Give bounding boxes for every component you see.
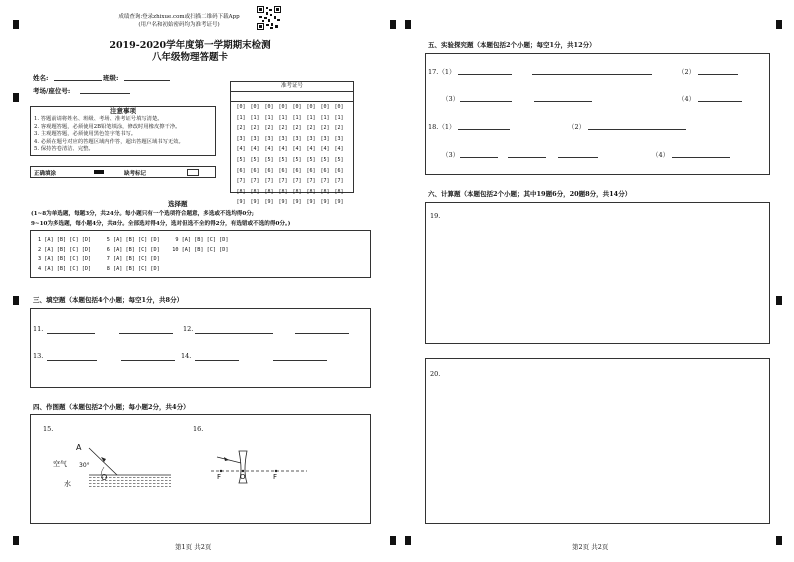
q17-blank4[interactable] [698, 101, 742, 102]
notes-box [30, 106, 216, 156]
q18-blank1[interactable] [458, 129, 510, 130]
correct-fill-label: 正确填涂 [34, 171, 57, 177]
exam-id-digit-bubble[interactable]: [6] [306, 167, 316, 174]
page-title [100, 40, 280, 64]
fill-in-box [30, 308, 371, 388]
drawing-box[interactable] [30, 414, 371, 524]
q11-blank1[interactable] [47, 333, 95, 334]
name-field[interactable] [54, 80, 102, 81]
q20-label: 20. [430, 370, 441, 378]
exam-id-digit-bubble[interactable]: [7] [334, 178, 344, 185]
exam-id-digit-bubble[interactable]: [3] [250, 135, 260, 142]
exam-id-digit-bubble[interactable]: [8] [306, 188, 316, 195]
registration-mark [776, 20, 782, 29]
exam-id-digit-bubble[interactable]: [2] [320, 125, 330, 132]
exam-id-digit-bubble[interactable]: [6] [334, 167, 344, 174]
exam-id-digit-bubble[interactable]: [9] [292, 199, 302, 206]
absent-checkbox[interactable] [187, 169, 199, 176]
exam-id-digit-bubble[interactable]: [2] [334, 125, 344, 132]
exam-id-digit-bubble[interactable]: [9] [278, 199, 288, 206]
exam-id-digit-bubble[interactable]: [9] [334, 199, 344, 206]
exam-id-digit-bubble[interactable]: [7] [250, 178, 260, 185]
q17-blank2[interactable] [698, 74, 738, 75]
exam-id-column[interactable] [262, 102, 276, 208]
registration-mark [13, 536, 19, 545]
room-field[interactable] [80, 93, 130, 94]
exam-id-digit-bubble[interactable]: [8] [292, 188, 302, 195]
q17-blank3a[interactable] [460, 101, 512, 102]
q17-blank3b[interactable] [534, 101, 592, 102]
q11-label: 11. [33, 325, 44, 333]
label-O: O [101, 473, 108, 482]
exam-id-digit-bubble[interactable]: [1] [236, 114, 246, 121]
registration-mark [13, 20, 19, 29]
exam-id-digit-bubble[interactable]: [8] [264, 188, 274, 195]
exam-id-digit-bubble[interactable]: [5] [320, 156, 330, 163]
choice-instr1: (1~8为单选题，每题3分，共24分。每小题只有一个选项符合题意，多选或不选均得0分; [31, 211, 254, 217]
choice-box [30, 230, 371, 278]
experiment-box [425, 53, 770, 175]
exam-id-digit-bubble[interactable]: [0] [292, 104, 302, 110]
exam-id-digit-bubble[interactable]: [1] [292, 114, 302, 121]
exam-id-digit-bubble[interactable]: [1] [320, 114, 330, 121]
q17-4-label: （4） [678, 95, 696, 103]
q19-label: 19. [430, 212, 441, 220]
score-notice [114, 12, 244, 28]
exam-id-digit-bubble[interactable]: [0] [320, 104, 330, 110]
q18-2-label: （2） [568, 123, 586, 131]
drawing-title: 四、作图题（本题包括2个小题；每小题2分，共4分） [33, 403, 190, 411]
exam-id-digit-bubble[interactable]: [6] [292, 167, 302, 174]
q18-3-label: （3） [442, 151, 460, 159]
experiment-title: 五、实验探究题（本题包括2个小题；每空1分，共12分） [428, 41, 596, 49]
exam-id-digit-bubble[interactable]: [8] [334, 188, 344, 195]
exam-id-digit-bubble[interactable]: [4] [292, 146, 302, 153]
exam-id-box [230, 81, 354, 206]
q12-label: 12. [183, 325, 194, 333]
exam-id-digit-bubble[interactable]: [8] [278, 188, 288, 195]
exam-id-digit-bubble[interactable]: [7] [278, 178, 288, 185]
exam-id-digit-bubble[interactable]: [7] [306, 178, 316, 185]
exam-id-digit-bubble[interactable]: [7] [236, 178, 246, 185]
exam-id-column[interactable] [304, 102, 318, 208]
exam-id-digit-bubble[interactable]: [2] [306, 125, 316, 132]
q16-label: 16. [193, 425, 204, 433]
exam-id-digit-bubble[interactable]: [9] [320, 199, 330, 206]
exam-id-column[interactable] [234, 102, 248, 208]
exam-id-digit-bubble[interactable]: [0] [278, 104, 288, 110]
label-angle: 30° [79, 462, 90, 469]
registration-mark [13, 296, 19, 305]
exam-id-digit-bubble[interactable]: [3] [278, 135, 288, 142]
exam-id-digit-bubble[interactable]: [5] [334, 156, 344, 163]
choice-title: 选择题 [168, 200, 188, 208]
exam-id-digit-bubble[interactable]: [0] [236, 104, 246, 110]
q17-label: 17.（1） [428, 68, 456, 76]
exam-id-digit-bubble[interactable]: [7] [292, 178, 302, 185]
exam-id-digit-bubble[interactable]: [3] [292, 135, 302, 142]
q13-blank2[interactable] [121, 360, 175, 361]
exam-id-digit-bubble[interactable]: [6] [264, 167, 274, 174]
registration-mark [405, 536, 411, 545]
q14-label: 14. [181, 352, 192, 360]
name-label: 姓名: [33, 74, 49, 82]
notes-item: 1. 答题前请将姓名、班级、考场、准考证号填写清楚。 [34, 116, 163, 122]
score-notice-line2: (用户名和初始密码均为准考证号) [138, 22, 220, 28]
exam-id-digit-bubble[interactable]: [1] [264, 114, 274, 121]
registration-mark [776, 296, 782, 305]
q12-blank1[interactable] [195, 333, 273, 334]
qr-code-icon [257, 6, 281, 30]
q18-blank3b[interactable] [508, 157, 546, 158]
registration-mark [776, 536, 782, 545]
registration-mark [405, 20, 411, 29]
q15-label: 15. [43, 425, 54, 433]
class-label: 班级: [103, 74, 119, 82]
q14-blank2[interactable] [273, 360, 327, 361]
registration-mark [13, 93, 19, 102]
exam-id-digit-bubble[interactable]: [3] [264, 135, 274, 142]
label-F1: F [217, 473, 222, 481]
exam-id-digit-bubble[interactable]: [6] [278, 167, 288, 174]
exam-id-digit-bubble[interactable]: [1] [278, 114, 288, 121]
exam-id-digit-bubble[interactable]: [4] [250, 146, 260, 153]
q17-blank1a[interactable] [458, 74, 512, 75]
calc-title: 六、计算题（本题包括2个小题；其中19题6分，20题8分，共14分） [428, 190, 632, 198]
q20-answer-box[interactable] [425, 358, 770, 524]
exam-id-digit-bubble[interactable]: [5] [264, 156, 274, 163]
exam-id-digit-bubble[interactable]: [6] [320, 167, 330, 174]
notes-item: 5. 保持答卷清洁、完整。 [34, 146, 94, 153]
absent-label: 缺考标记 [124, 171, 147, 177]
exam-id-digit-bubble[interactable]: [4] [278, 146, 288, 153]
exam-id-digit-bubble[interactable]: [7] [264, 178, 274, 185]
exam-id-digit-bubble[interactable]: [3] [320, 135, 330, 142]
page1-footer: 第1页 共2页 [175, 543, 212, 551]
q19-answer-box[interactable] [425, 202, 770, 344]
notes-item: 4. 必须在题号对应的答题区域内作答，超出答题区域书写无效。 [34, 138, 184, 145]
exam-id-digit-bubble[interactable]: [1] [334, 114, 344, 121]
exam-id-digit-bubble[interactable]: [5] [278, 156, 288, 163]
exam-id-digit-bubble[interactable]: [4] [264, 146, 274, 153]
q12-blank2[interactable] [295, 333, 349, 334]
label-water: 水 [64, 480, 71, 488]
exam-id-digit-bubble[interactable]: [0] [264, 104, 274, 110]
exam-id-write-row[interactable] [231, 92, 353, 102]
exam-id-grid[interactable] [231, 102, 353, 208]
exam-id-digit-bubble[interactable]: [3] [306, 135, 316, 142]
notes-list [31, 116, 215, 154]
notes-title: 注意事项 [110, 107, 136, 115]
exam-id-digit-bubble[interactable]: [8] [236, 188, 246, 195]
exam-id-title: 准考证号 [231, 82, 353, 92]
q11-blank2[interactable] [119, 333, 173, 334]
q18-blank3c[interactable] [558, 157, 598, 158]
exam-id-digit-bubble[interactable]: [4] [334, 146, 344, 153]
q18-blank2[interactable] [588, 129, 686, 130]
correct-fill-sample [94, 170, 104, 174]
label-O2: O [240, 473, 246, 481]
exam-id-digit-bubble[interactable]: [6] [250, 167, 260, 174]
exam-id-digit-bubble[interactable]: [2] [250, 125, 260, 132]
exam-id-digit-bubble[interactable]: [4] [320, 146, 330, 153]
q18-label: 18.（1） [428, 123, 456, 131]
q14-blank1[interactable] [195, 360, 239, 361]
fill-legend-box [30, 166, 216, 178]
exam-id-digit-bubble[interactable]: [9] [264, 199, 274, 206]
exam-id-digit-bubble[interactable]: [2] [236, 125, 246, 132]
exam-id-column[interactable] [276, 102, 290, 208]
page-title-line1: 2019-2020学年度第一学期期末检测 [109, 40, 271, 51]
notes-item: 3. 主观题答题，必须使用黑色签字笔书写。 [34, 131, 137, 138]
exam-id-digit-bubble[interactable]: [2] [278, 125, 288, 132]
q17-2-label: （2） [678, 68, 696, 76]
q13-blank1[interactable] [47, 360, 97, 361]
q13-label: 13. [33, 352, 44, 360]
q18-blank4[interactable] [672, 157, 730, 158]
lens-figure [209, 437, 309, 487]
fill-in-title: 三、填空题（本题包括4个小题；每空1分，共8分） [33, 296, 184, 304]
q18-blank3a[interactable] [460, 157, 498, 158]
label-F2: F [273, 473, 278, 481]
exam-id-digit-bubble[interactable]: [9] [250, 199, 260, 206]
exam-id-digit-bubble[interactable]: [8] [320, 188, 330, 195]
label-air: 空气 [53, 460, 67, 468]
class-field[interactable] [124, 80, 170, 81]
exam-id-digit-bubble[interactable]: [5] [306, 156, 316, 163]
choice-row[interactable]: 3 [A] [B] [C] [D] 7 [A] [B] [C] [D] [38, 256, 160, 262]
q18-4-label: （4） [652, 151, 670, 159]
exam-id-digit-bubble[interactable]: [8] [250, 188, 260, 195]
exam-id-digit-bubble[interactable]: [9] [306, 199, 316, 206]
notes-item: 2. 客观题答题，必须使用2B铅笔填涂，修改时用橡皮擦干净。 [34, 123, 181, 130]
exam-id-digit-bubble[interactable]: [0] [250, 104, 260, 110]
registration-mark [390, 536, 396, 545]
exam-id-digit-bubble[interactable]: [4] [306, 146, 316, 153]
exam-id-column[interactable] [290, 102, 304, 208]
exam-id-digit-bubble[interactable]: [2] [292, 125, 302, 132]
exam-id-digit-bubble[interactable]: [2] [264, 125, 274, 132]
choice-rows[interactable] [31, 231, 370, 274]
exam-id-digit-bubble[interactable]: [1] [250, 114, 260, 121]
exam-id-digit-bubble[interactable]: [3] [236, 135, 246, 142]
exam-id-digit-bubble[interactable]: [4] [236, 146, 246, 153]
label-A: A [76, 443, 82, 452]
choice-row[interactable]: 2 [A] [B] [C] [D] 6 [A] [B] [C] [D] 10 [A] [B] [C] [D] [38, 246, 229, 253]
exam-id-digit-bubble[interactable]: [0] [334, 104, 344, 110]
exam-id-digit-bubble[interactable]: [3] [334, 135, 344, 142]
page-title-line2: 八年级物理答题卡 [151, 52, 228, 63]
score-notice-line1: 成绩查询:登录zhixue.com或扫描二维码下载App [118, 14, 240, 20]
exam-id-digit-bubble[interactable]: [9] [236, 199, 246, 206]
q17-3-label: （3） [442, 95, 460, 103]
exam-id-column[interactable] [318, 102, 332, 208]
exam-id-digit-bubble[interactable]: [5] [236, 156, 246, 163]
choice-instr2: 9~10为多选题，每小题4分，共8分。全部选对得4分，选对但选不全的得2分，有选错或不选的得0分。) [31, 221, 291, 227]
registration-mark [390, 20, 396, 29]
exam-id-digit-bubble[interactable]: [0] [306, 104, 316, 110]
choice-row[interactable]: 1 [A] [B] [C] [D] 5 [A] [B] [C] [D] 9 [A] [B] [C] [D] [38, 237, 229, 243]
exam-id-digit-bubble[interactable]: [5] [250, 156, 260, 163]
exam-id-column[interactable] [248, 102, 262, 208]
exam-id-digit-bubble[interactable]: [5] [292, 156, 302, 163]
page2-footer: 第2页 共2页 [572, 543, 609, 551]
exam-id-column[interactable] [332, 102, 346, 208]
exam-id-digit-bubble[interactable]: [6] [236, 167, 246, 174]
choice-row[interactable]: 4 [A] [B] [C] [D] 8 [A] [B] [C] [D] [38, 265, 160, 272]
q17-blank1b[interactable] [532, 74, 652, 75]
exam-id-digit-bubble[interactable]: [7] [320, 178, 330, 185]
room-label: 考场/座位号: [33, 87, 71, 95]
exam-id-digit-bubble[interactable]: [1] [306, 114, 316, 121]
